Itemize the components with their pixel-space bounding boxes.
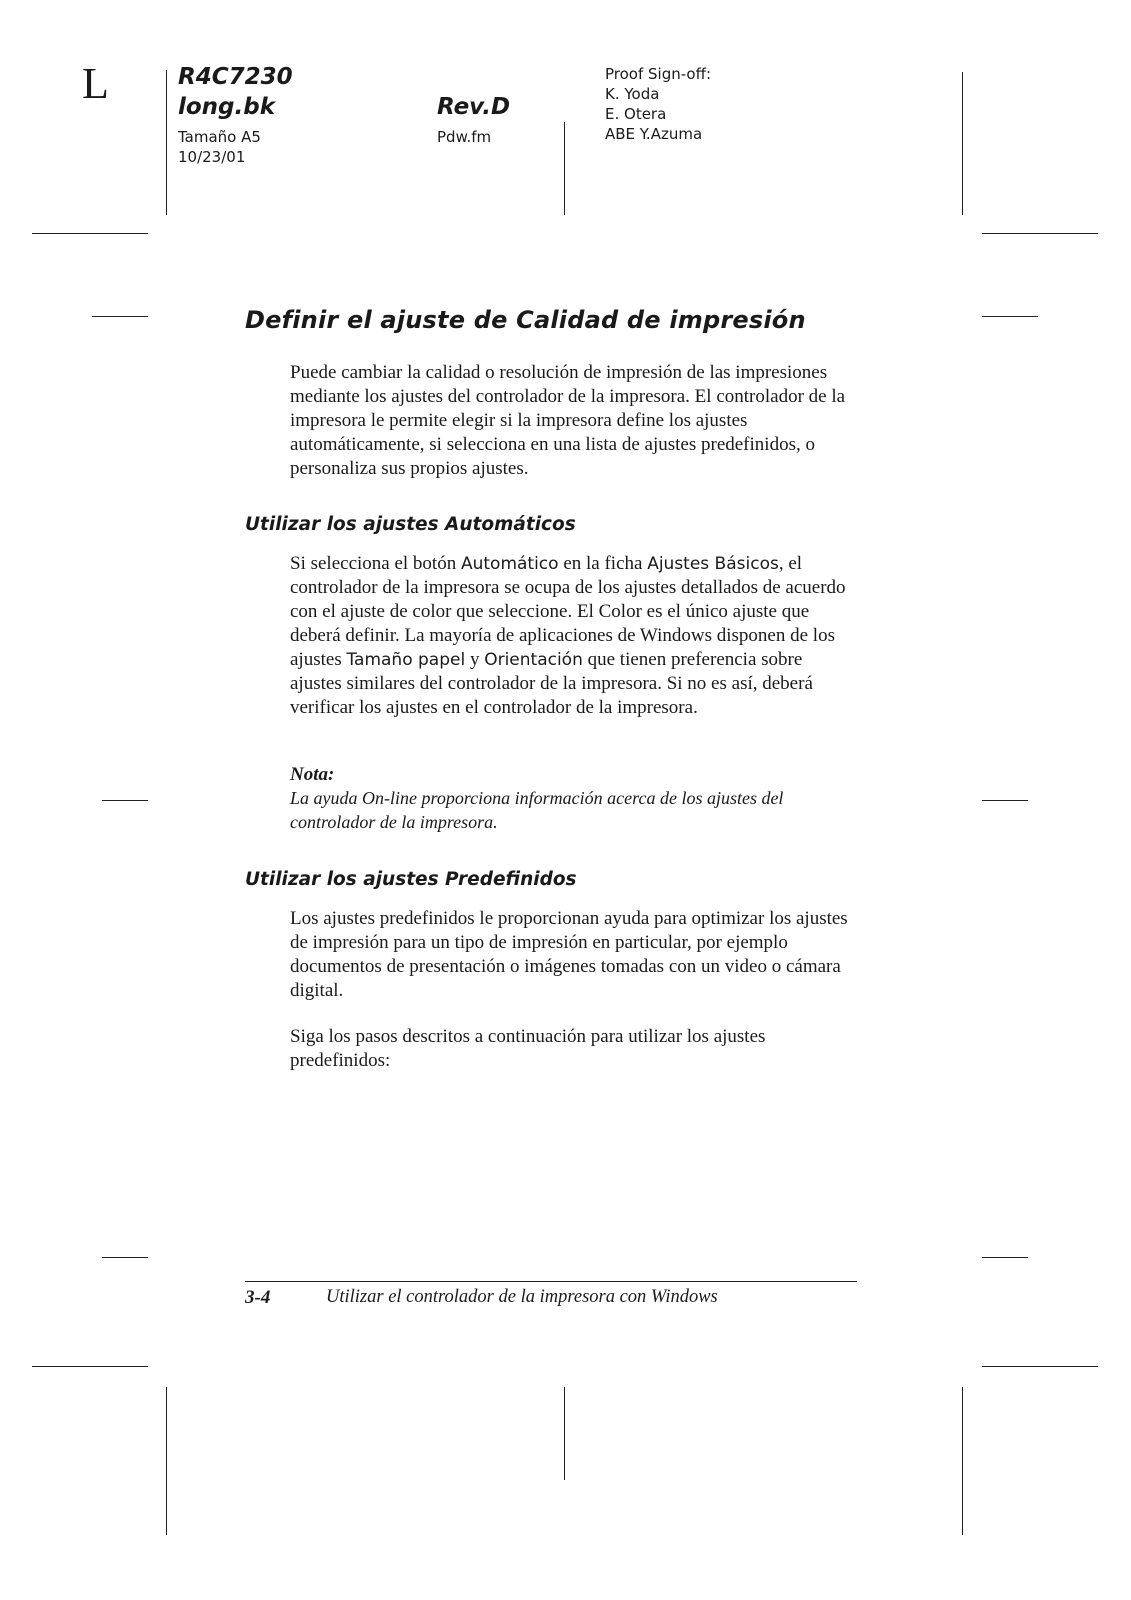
steps-intro-paragraph: Siga los pasos descritos a continuación para utilizar los ajustes predefinidos: [290,1026,766,1071]
chapter-title: Utilizar el controlador de la impresora con Windows [326,1287,718,1307]
crop-mark-horizontal [982,1257,1028,1258]
text-run: que tienen preferencia sobre ajustes similares del controlador de la impresora. Si no es así, deberá verificar los ajustes en el controlador de la impresora. [290,649,813,718]
book-name: long.bk [178,94,276,120]
crop-mark-vertical [166,1387,167,1535]
crop-mark-horizontal [92,316,148,317]
proof-label: Proof Sign-off: [605,65,711,83]
crop-mark-vertical [564,1387,565,1480]
ui-term: Automático [460,554,559,574]
crop-mark-vertical [962,72,963,215]
footer-rule [245,1281,857,1282]
file-name: Pdw.fm [437,128,492,146]
crop-mark-horizontal [32,233,148,234]
text-run: , el controlador de la impresora se ocupa de los ajustes detallados de acuerdo con el ajuste de color que seleccione. El Color es el único ajuste que deberá definir. La mayoría de aplicaciones de Windows disponen de los ajustes [290,553,846,670]
paper-size: Tamaño A5 [178,128,261,146]
crop-mark-vertical [564,122,565,215]
text-run: en la ficha [558,553,648,574]
crop-mark-horizontal [102,1257,148,1258]
doc-code: R4C7230 [178,64,293,90]
section-heading-predefined: Utilizar los ajustes Predefinidos [245,869,577,890]
crop-mark-horizontal [32,1366,148,1367]
revision: Rev.D [437,94,511,120]
crop-mark-vertical [166,70,167,215]
section-heading-automatic: Utilizar los ajustes Automáticos [245,514,576,535]
predefined-paragraph: Los ajustes predefinidos le proporcionan ayuda para optimizar los ajustes de impresión para un tipo de impresión en particular, por ejemplo documentos de presentación o imágenes tomadas con un video o cámara digital. [290,908,848,1001]
signer: K. Yoda [605,85,660,103]
crop-mark-vertical [962,1387,963,1535]
note-text: La ayuda On-line proporciona información acerca de los ajustes del controlador de la impresora. [290,788,784,832]
note-title: Nota: [290,764,335,785]
page-title: Definir el ajuste de Calidad de impresión [245,306,806,334]
text-run: y [465,649,485,670]
automatic-paragraph [290,552,855,720]
signer: E. Otera [605,105,667,123]
crop-mark-horizontal [982,233,1098,234]
intro-paragraph: Puede cambiar la calidad o resolución de impresión de las impresiones mediante los ajustes del controlador de la impresora. El controlador de la impresora le permite elegir si la impresora define los ajustes automáticamente, si selecciona en una lista de ajustes predefinidos, o personaliza sus propios ajustes. [290,362,846,479]
ui-term: Tamaño papel [346,650,466,670]
ui-term: Orientación [484,650,583,670]
ui-term: Ajustes Básicos [647,554,779,574]
proof-signoff [605,64,711,144]
text-run: Si selecciona el botón [290,553,461,574]
signer: ABE Y.Azuma [605,125,703,143]
page-number: 3-4 [245,1287,271,1308]
doc-date: 10/23/01 [178,148,246,166]
crop-mark-horizontal [102,800,148,801]
margin-letter: L [82,59,109,108]
crop-mark-horizontal [982,316,1038,317]
crop-mark-horizontal [982,800,1028,801]
crop-mark-horizontal [982,1366,1098,1367]
